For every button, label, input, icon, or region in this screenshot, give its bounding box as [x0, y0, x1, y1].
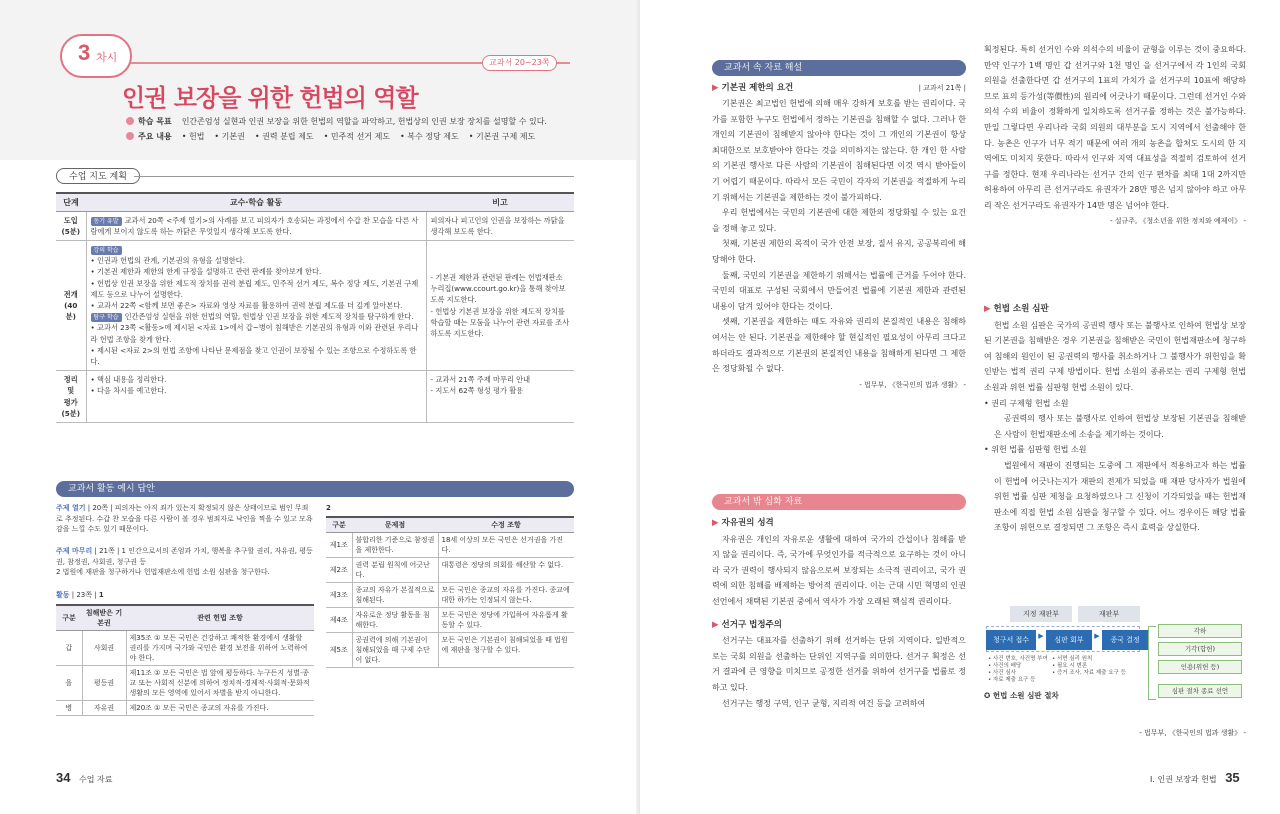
cell: 제5조 [326, 633, 352, 668]
outside-label: 교과서 밖 심화 자료 [712, 494, 966, 510]
cell: 18세 이상의 모든 국민은 선거권을 가진다. [438, 533, 574, 558]
source-citation: - 설규주, 《청소년을 위한 정치와 예제이》 - [1109, 216, 1246, 225]
diagram-box: 지정 재판부 [1010, 606, 1072, 622]
column-2-bottom [984, 302, 1246, 536]
constitutional-complaint-diagram [984, 604, 1246, 740]
table-row [56, 701, 314, 716]
cell: 제35조 ① 모든 국민은 건강하고 쾌적한 환경에서 생활할 권리를 가지며 국가와 국민은 환경 보전을 위하여 노력하여야 한다. [126, 631, 314, 666]
paragraph: 선거구는 행정 구역, 인구 균형, 지리적 여건 등을 고려하여 [722, 698, 926, 708]
cell: 병 [56, 701, 82, 716]
arrow-icon: ▶ [1038, 632, 1044, 640]
result-box: 인용(위헌 등) [1158, 660, 1242, 674]
col-header: 문제점 [352, 517, 438, 533]
answer-close: 주제 마무리 | 21쪽 | 1 인간으로서의 존엄과 가치, 행복을 추구할 권리, 자유권, 평등권, 참정권, 사회권, 청구권 등 2 법원에 재판을 청구하거나 헌법재판소에 헌법 소원 심판을 청구한다. [56, 547, 313, 576]
source-citation: - 법무부, 《한국인의 법과 생활》 - [859, 380, 966, 389]
bullet-icon [126, 132, 134, 140]
diagram-box: 종국 결정 [1102, 630, 1148, 650]
diagram-box: 청구서 접수 [986, 630, 1036, 650]
list-item: • 교과서 23쪽 <활동>에 제시된 <자료 1>에서 갑~병이 침해받은 기본권의 유형과 이와 관련된 우리나라 헌법 조항을 찾게 한다. [90, 323, 419, 344]
cell: 제3조 [326, 583, 352, 608]
tag-badge: 강의 학습 [91, 246, 122, 255]
paragraph: 셋째, 기본권을 제한하는 때도 자유와 권리의 본질적인 내용은 침해하여서는 안 된다. 기본권을 제한해야 할 현실적인 필요성이 아무리 크다고 하더라도 결과적으로 기본권의 본질적인 내용을 침해하게 된다면 그 제한은 정당화될 수 없다. [712, 317, 966, 374]
subheading: ▶ 선거구 법정주의 [712, 619, 782, 630]
cell: 제2조 [326, 558, 352, 583]
result-box: 각하 [1158, 624, 1242, 638]
stage-cell: 정리 및 평가(5분) [56, 371, 86, 423]
cell: 제20조 ① 모든 국민은 종교의 자유를 가진다. [126, 701, 314, 716]
main-contents: 주요 내용 • 헌법 • 기본권 • 권력 분립 제도 • 민주적 선거 제도 • 복수 정당 제도 • 기본권 구제 제도 [126, 131, 545, 142]
cell: 모든 국민은 종교의 자유를 가진다. 종교에 대한 하가는 인정되지 않는다. [438, 583, 574, 608]
table-row [326, 583, 574, 608]
diagram-box: 재판부 [1078, 606, 1140, 622]
table-row [56, 371, 574, 423]
list-item: • 인권과 헌법의 관계, 기본권의 유형을 설명한다. [90, 256, 245, 266]
column-2-top [984, 42, 1246, 229]
col-header: 단계 [56, 193, 86, 211]
triangle-icon: ▶ [712, 619, 719, 630]
activity-2-number: 2 [326, 504, 331, 512]
subheading: ▶ 기본권 제한의 요건 [712, 83, 794, 93]
page-number: 35 [1225, 770, 1240, 785]
table-row [326, 533, 574, 558]
column-1-top [712, 80, 966, 393]
activity-table-2 [326, 516, 574, 668]
diagram-note: • 서면 심리 원칙 • 필요 시 변론 • 증거 조사, 자료 제출 요구 등 [1052, 656, 1126, 676]
diagram-box: 심판 회부 [1046, 630, 1092, 650]
note-cell: 피의자나 피고인의 인권을 보장하는 까닭을 생각해 보도록 한다. [426, 211, 574, 240]
triangle-icon: ▶ [712, 518, 719, 528]
stage-cell: 전개 (40분) [56, 240, 86, 370]
col-header: 구분 [56, 605, 82, 631]
list-item: • 제시된 <자료 2>의 헌법 조항에 나타난 문제점을 찾고 인권이 보장될 수 있는 조항으로 수정하도록 한다. [90, 345, 417, 366]
triangle-icon: ▶ [712, 83, 719, 93]
list-item: • 핵심 내용을 정리한다. [90, 375, 167, 385]
cell: 갑 [56, 631, 82, 666]
paragraph: 기본권은 최고법인 헌법에 의해 매우 강하게 보호를 받는 권리이다. 국가를 포함한 누구도 헌법에서 정하는 기본권을 침해할 수 없다. 그러나 한 개인의 기본권이 침해받지 않아야 한다는 것이 그 개인의 기본권이 항상 최대한으로 보호받아야 한다는 것을 의미하지는 않는다. 한 개인 한 사람의 기본권 행사로 다른 사람의 기본권이 침해된다면 이것 역시 받아들이기 어렵기 때문이다. 따라서 모든 국민이 각자의 기본권을 적절하게 누리기 위해서는 기본권을 제한하는 것이 불가피하다. [712, 99, 966, 202]
table-row [56, 211, 574, 240]
page-footer: I. 인권 보장과 헌법 35 [1150, 770, 1240, 785]
chapter-number: 3 [78, 40, 91, 65]
paragraph: 법원에서 재판이 진행되는 도중에 그 재판에서 적용하고자 하는 법률이 헌법에 어긋나는지가 재판의 전제가 되었을 때 재판 당사자가 법원에 위헌 법률 심판 제청을 요청하였으나 그 신청이 기각되었을 때는 헌법재판소에 직접 헌법 소원 심판을 청구할 수 있다. 어느 경우이든 해당 법률 조항이 위헌으로 결정되면 그 조항은 즉시 효력을 상실한다. [994, 460, 1246, 533]
list-item: • 위헌 법률 심판형 헌법 소원 [984, 445, 1087, 455]
tag-badge: 동기 유발 [91, 217, 122, 226]
col-header: 수정 조항 [438, 517, 574, 533]
plan-label: 수업 지도 계획 [56, 168, 140, 184]
col-header: 구분 [326, 517, 352, 533]
paragraph: 우리 헌법에서는 국민의 기본권에 대한 제한의 정당화될 수 있는 요건을 정해 놓고 있다. [712, 208, 966, 233]
list-item: • 교과서 22쪽 <함께 보면 좋은> 자료와 영상 자료를 활용하여 권력 분립 제도를 더 깊게 알아본다. [90, 300, 403, 310]
paragraph: 헌법 소원 심판은 국가의 공권력 행사 또는 불행사로 인하여 헌법상 보장된 기본권을 침해받은 경우 기본권을 침해받은 국민이 헌법재판소에 청구하여 침해의 원인이 된 공권력의 행사를 취소하거나 그 불행사가 위헌임을 확인받는 법적 권리 구제 방법이다. 헌법 소원의 종류로는 권리 구제형 헌법 소원과 위헌 법률 심판형 헌법 소원이 있다. [984, 320, 1246, 392]
note-cell: - 기본권 제한과 관련된 판례는 헌법재판소 누리집(www.ccourt.go.kr)을 통해 찾아보도록 지도한다. - 헌법상 기본권 보장을 위한 제도적 장치를 학습할 때는 모둠을 나누어 관련 자료를 조사하도록 지도한다. [426, 240, 574, 370]
cell: 자유로운 정당 활동을 침해한다. [352, 608, 438, 633]
column-1-bottom [712, 516, 966, 711]
table-row [56, 631, 314, 666]
triangle-icon: ▶ [984, 304, 991, 314]
bullet-icon [126, 117, 134, 125]
col-header: 교수·학습 활동 [86, 193, 426, 211]
subheading: ▶ 헌법 소원 심판 [984, 304, 1049, 314]
table-row [326, 633, 574, 668]
paragraph: 선거구는 대표자를 선출하기 위해 선거하는 단위 지역이다. 일반적으로는 국회 의원을 선출하는 단위인 지역구를 의미한다. 선거구 획정은 선거 결과에 큰 영향을 미치므로 공정한 선거를 위하여 선거구를 법률로 정하고 있다. [712, 636, 966, 692]
list-item: • 다음 차시를 예고한다. [90, 386, 167, 396]
diagram-caption: ✪ 헌법 소원 심판 절차 [984, 691, 1059, 700]
caption-icon: ✪ [984, 691, 991, 700]
subheading: ▶ 자유권의 성격 [712, 518, 774, 528]
cell: 종교의 자유가 본질적으로 침해된다. [352, 583, 438, 608]
paragraph: 자유권은 개인의 자유로운 생활에 대하여 국가의 간섭이나 침해를 받지 않을 권리이다. 즉, 국가에 무엇인가를 적극적으로 요구하는 것이 아니라 국가 권력이 행사되지 않음으로써 보장되는 소극적 권리이고, 국가 권력에 의한 침해를 배제하는 방어적 권리이다. 이는 근대 시민 혁명의 인권 선언에서 채택된 기본권 중에서 역사가 가장 오래된 핵심적 권리이다. [712, 534, 966, 606]
cell: 권력 분립 원칙에 어긋난다. [352, 558, 438, 583]
list-item: • 기본권 제한과 제한의 한계 규정을 설명하고 관련 판례를 찾아보게 한다. [90, 267, 322, 277]
diagram-note: • 사건 번호, 사건명 부여 • 사건의 배당 • 사건 심사 • 자료 제출 요구 등 [988, 656, 1048, 683]
textbook-ref: | 교과서 21쪽 | [918, 84, 966, 92]
chapter-badge [60, 34, 132, 78]
list-item: • 헌법상 인권 보장을 위한 제도적 장치를 권력 분립 제도, 민주적 선거 제도, 복수 정당 제도, 기본권 구제 제도 등으로 나누어 설명한다. [90, 278, 419, 299]
paragraph: 둘째, 국민의 기본권을 제한하기 위해서는 법률에 근거를 두어야 한다. 국민의 대표로 구성된 국회에서 만들어진 법률에 기본권 제한과 관련된 내용이 담겨 있어야 한다는 것이다. [712, 270, 966, 311]
paragraph: 첫째, 기본권 제한의 목적이 국가 안전 보장, 질서 유지, 공공복리에 해당해야 한다. [712, 239, 966, 264]
table-row [326, 558, 574, 583]
col-header: 비고 [426, 193, 574, 211]
answer-open: 주제 열기 | 20쪽 | 피의자는 아직 죄가 있는지 확정되지 않은 상태이므로 범인 무죄로 추정된다. 수갑 찬 모습을 다른 사람이 볼 경우 범죄자로 낙인을 찍을 수 있고 모욕감을 느낄 수도 있기 때문이다. [56, 504, 313, 533]
table-row [326, 608, 574, 633]
col-header: 침해받은 기본권 [82, 605, 126, 631]
cell: 대통령은 정당의 의회를 해산할 수 없다. [438, 558, 574, 583]
answer-activity: 활동 | 23쪽 | 1 [56, 591, 104, 599]
cell: 제11조 ① 모든 국민은 법 앞에 평등하다. 누구든지 성별·종교 또는 사회적 신분에 의하여 정치적·경제적·사회적·문화적 생활의 모든 영역에 있어서 차별을 받지 아니한다. [126, 666, 314, 701]
cell: 자유권 [82, 701, 126, 716]
list-item: • 권리 구제형 헌법 소원 [984, 398, 1069, 408]
stage-cell: 도입 (5분) [56, 211, 86, 240]
divider [134, 176, 574, 177]
page-number: 34 [56, 770, 71, 785]
cell: 모든 국민은 기본권이 침해되었을 때 법원에 재판을 청구할 수 있다. [438, 633, 574, 668]
activity-table-1 [56, 604, 314, 716]
note-cell: - 교과서 21쪽 주제 마무리 안내 - 지도서 62쪽 형성 평가 활용 [426, 371, 574, 423]
activity-cell [86, 371, 426, 423]
page-title: 인권 보장을 위한 헌법의 역할 [122, 84, 418, 112]
paragraph: 획정된다. 특히 선거인 수와 의석수의 비율이 균형을 이루는 것이 중요하다. 만약 인구가 1백 명인 갑 선거구와 1천 명인 을 선거구에서 각 1인의 국회 의원을 선출한다면 갑 선거구의 1표의 가치가 을 선거구의 10표에 해당하므로 표의 등가성(等價性)의 원리에 어긋나기 때문이다. 그런데 선거인 수와 의석 수의 비율이 정확하게 일치하도록 선거구를 정하는 것은 불가능하다. 만일 그렇다면 우리나라 국회 의원의 대부분을 도시 지역에서 선출해야 한다. 농촌은 인구가 너무 적기 때문에 여러 개의 농촌을 합쳐도 도시의 한 지역에도 미치지 못한다. 따라서 인구와 지역 대표성을 적절히 검토하여 선거구를 정한다. 현재 우리나라는 선거구 간의 인구 편차를 최대 1대 2까지만 허용하여 아무리 큰 선거구라도 유권자가 28만 명은 넘지 않아야 하고 아무리 작은 선거구라도 유권자가 14만 명은 넘어야 한다. [984, 45, 1246, 210]
textbook-ref: 교과서 20~23쪽 [482, 55, 557, 71]
result-box: 기각(합헌) [1158, 642, 1242, 656]
arrow-icon: ▶ [1094, 632, 1100, 640]
table-row [56, 240, 574, 370]
cell: 모든 국민은 정당에 가입하여 자유롭게 활동할 수 있다. [438, 608, 574, 633]
activity-cell: 동기 유발 교과서 20쪽 <주제 열기>의 사례를 보고 피의자가 호송되는 과정에서 수갑 찬 모습을 다른 사람에게 보이지 않도록 하는 까닭은 무엇일지 생각해 보도록 한다. [86, 211, 426, 240]
result-box: 심판 절차 종료 선언 [1158, 684, 1242, 698]
table-row [56, 666, 314, 701]
cell: 을 [56, 666, 82, 701]
cell: 불합리한 기준으로 참정권을 제한한다. [352, 533, 438, 558]
diagram-bracket [1148, 626, 1156, 700]
inside-label: 교과서 속 자료 해설 [712, 60, 966, 76]
cell: 공권력에 의해 기본권이 침해되었을 때 구제 수단이 없다. [352, 633, 438, 668]
chapter-label: 차시 [96, 51, 118, 64]
col-header: 관련 헌법 조항 [126, 605, 314, 631]
learning-goal: 학습 목표 인간존엄성 실현과 인권 보장을 위한 헌법의 역할을 파악하고, 헌법상의 인권 보장 장치를 설명할 수 있다. [126, 116, 547, 127]
cell: 제1조 [326, 533, 352, 558]
page-footer: 34 수업 자료 [56, 770, 113, 785]
paragraph: 공권력의 행사 또는 불행사로 인하여 헌법상 보장된 기본권을 침해받은 사람이 헌법재판소에 소송을 제기하는 것이다. [994, 414, 1246, 439]
lesson-plan-table [56, 192, 574, 423]
activity-cell: 강의 학습 • 인권과 헌법의 관계, 기본권의 유형을 설명한다. • 기본권 제한과 제한의 한계 규정을 설명하고 관련 판례를 찾아보게 한다. • 헌법상 인권 보장을 위한 제도적 장치를 권력 분립 제도, 민주적 선거 제도, 복수 정당 제도, 기본권 구제 제도 등으로 나누어 설명한다. • 교과서 22쪽 <함께 보면 좋은> 자료와 영상 자료를 활용하여 권력 분립 제도를 더 깊게 알아본다. 탐구 학습 인간존엄성 실현을 위한 헌법의 역할, 헌법상 인권 보장을 위한 제도적 장치를 탐구하게 한다. • 교과서 23쪽 <활동>에 제시된 <자료 1>에서 갑~병이 침해받은 기본권의 유형과 이와 관련된 우리나라 헌법 조항을 찾게 한다. • 제시된 <자료 2>의 헌법 조항에 나타난 문제점을 찾고 인권이 보장될 수 있는 조항으로 수정하도록 한다. [86, 240, 426, 370]
cell: 사회권 [82, 631, 126, 666]
source-citation: - 법무부, 《한국인의 법과 생활》 - [1139, 729, 1246, 737]
cell: 제4조 [326, 608, 352, 633]
cell: 평등권 [82, 666, 126, 701]
tag-badge: 탐구 학습 [91, 313, 122, 322]
answers-label: 교과서 활동 예시 답안 [56, 481, 574, 497]
